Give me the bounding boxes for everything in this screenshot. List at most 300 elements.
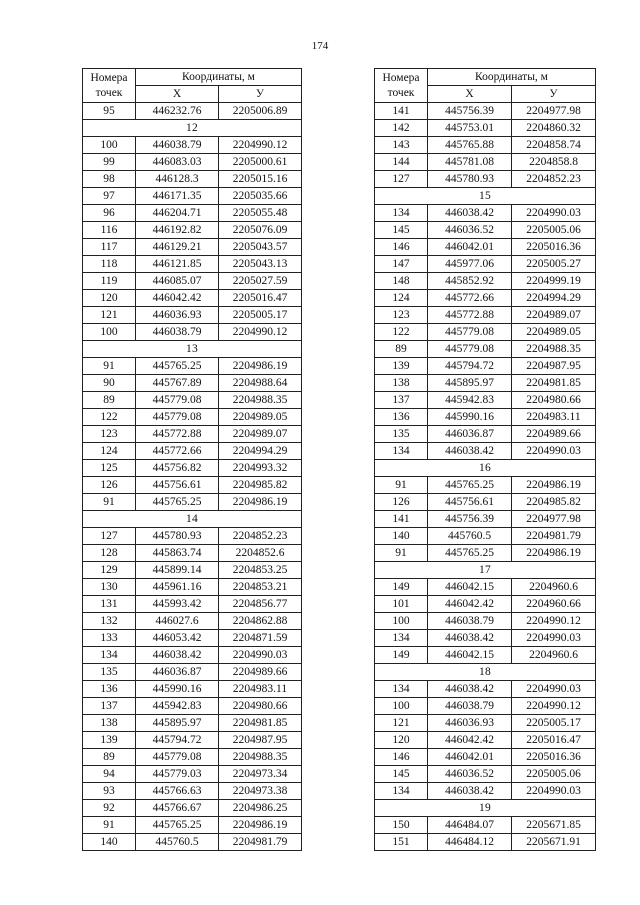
- point-number-cell: 120: [83, 290, 136, 307]
- header-point-number: [375, 69, 428, 103]
- x-coordinate-cell: 445863.74: [136, 545, 219, 562]
- x-coordinate-cell: 446038.42: [136, 647, 219, 664]
- x-coordinate-cell: 445794.72: [428, 358, 512, 375]
- x-coordinate-cell: 445765.25: [136, 494, 219, 511]
- table-row: [83, 273, 302, 290]
- y-coordinate-cell: 2204987.95: [512, 358, 596, 375]
- section-row: [375, 460, 596, 477]
- x-coordinate-cell: 445779.08: [136, 409, 219, 426]
- point-number-cell: 139: [83, 732, 136, 749]
- table-row: [83, 545, 302, 562]
- x-coordinate-cell: 446053.42: [136, 630, 219, 647]
- y-coordinate-cell: 2204989.05: [512, 324, 596, 341]
- x-coordinate-cell: 445772.66: [428, 290, 512, 307]
- y-coordinate-cell: 2204990.03: [512, 630, 596, 647]
- point-number-cell: 140: [83, 834, 136, 851]
- y-coordinate-cell: 2204990.03: [512, 681, 596, 698]
- y-coordinate-cell: 2204983.11: [219, 681, 302, 698]
- table-row: [83, 834, 302, 851]
- x-coordinate-cell: 445899.14: [136, 562, 219, 579]
- point-number-cell: 137: [83, 698, 136, 715]
- table-row: [375, 579, 596, 596]
- point-number-cell: 151: [375, 834, 428, 851]
- y-coordinate-cell: 2205043.13: [219, 256, 302, 273]
- y-coordinate-cell: 2204853.25: [219, 562, 302, 579]
- x-coordinate-cell: 445756.82: [136, 460, 219, 477]
- x-coordinate-cell: 446484.07: [428, 817, 512, 834]
- header-number-line2: точек: [95, 86, 123, 99]
- table-row: [83, 443, 302, 460]
- y-coordinate-cell: 2204852.6: [219, 545, 302, 562]
- point-number-cell: 145: [375, 766, 428, 783]
- point-number-cell: 101: [375, 596, 428, 613]
- table-row: [83, 477, 302, 494]
- point-number-cell: 138: [83, 715, 136, 732]
- table-row: [375, 290, 596, 307]
- point-number-cell: 121: [375, 715, 428, 732]
- header-x: X: [428, 86, 512, 103]
- table-row: [83, 307, 302, 324]
- x-coordinate-cell: 446192.82: [136, 222, 219, 239]
- header-number-line1: Номера: [90, 71, 128, 84]
- table-row: [375, 494, 596, 511]
- point-number-cell: 134: [375, 783, 428, 800]
- x-coordinate-cell: 446042.42: [428, 596, 512, 613]
- y-coordinate-cell: 2204989.05: [219, 409, 302, 426]
- x-coordinate-cell: 445766.67: [136, 800, 219, 817]
- table-row: [375, 443, 596, 460]
- table-row: [83, 324, 302, 341]
- x-coordinate-cell: 445852.92: [428, 273, 512, 290]
- section-row: [375, 562, 596, 579]
- table-row: [375, 239, 596, 256]
- x-coordinate-cell: 445961.16: [136, 579, 219, 596]
- y-coordinate-cell: 2204985.82: [512, 494, 596, 511]
- point-number-cell: 135: [83, 664, 136, 681]
- x-coordinate-cell: 446484.12: [428, 834, 512, 851]
- x-coordinate-cell: 446042.15: [428, 579, 512, 596]
- x-coordinate-cell: 446038.79: [428, 698, 512, 715]
- x-coordinate-cell: 446042.42: [136, 290, 219, 307]
- table-row: [375, 222, 596, 239]
- point-number-cell: 146: [375, 239, 428, 256]
- table-row: [375, 256, 596, 273]
- section-row: [83, 511, 302, 528]
- y-coordinate-cell: 2205005.06: [512, 766, 596, 783]
- point-number-cell: 138: [375, 375, 428, 392]
- point-number-cell: 93: [83, 783, 136, 800]
- y-coordinate-cell: 2205015.16: [219, 171, 302, 188]
- x-coordinate-cell: 445772.88: [428, 307, 512, 324]
- x-coordinate-cell: 445756.39: [428, 103, 512, 120]
- x-coordinate-cell: 446042.42: [428, 732, 512, 749]
- x-coordinate-cell: 446085.07: [136, 273, 219, 290]
- table-row: [83, 103, 302, 120]
- table-row: [83, 239, 302, 256]
- section-number: 18: [375, 664, 596, 681]
- y-coordinate-cell: 2204987.95: [219, 732, 302, 749]
- y-coordinate-cell: 2204986.19: [219, 358, 302, 375]
- table-row: [375, 171, 596, 188]
- table-row: [83, 137, 302, 154]
- table-row: [83, 205, 302, 222]
- table-row: [375, 120, 596, 137]
- x-coordinate-cell: 446128.3: [136, 171, 219, 188]
- y-coordinate-cell: 2205671.91: [512, 834, 596, 851]
- x-coordinate-cell: 445765.25: [136, 358, 219, 375]
- point-number-cell: 133: [83, 630, 136, 647]
- y-coordinate-cell: 2204985.82: [219, 477, 302, 494]
- point-number-cell: 124: [375, 290, 428, 307]
- table-row: [375, 834, 596, 851]
- point-number-cell: 130: [83, 579, 136, 596]
- x-coordinate-cell: 445993.42: [136, 596, 219, 613]
- point-number-cell: 91: [83, 817, 136, 834]
- table-row: [375, 307, 596, 324]
- y-coordinate-cell: 2204981.85: [512, 375, 596, 392]
- table-row: [375, 715, 596, 732]
- point-number-cell: 123: [83, 426, 136, 443]
- section-row: [375, 800, 596, 817]
- point-number-cell: 137: [375, 392, 428, 409]
- x-coordinate-cell: 446083.03: [136, 154, 219, 171]
- table-row: [375, 681, 596, 698]
- x-coordinate-cell: 446129.21: [136, 239, 219, 256]
- x-coordinate-cell: 445990.16: [136, 681, 219, 698]
- y-coordinate-cell: 2205076.09: [219, 222, 302, 239]
- table-row: [83, 596, 302, 613]
- point-number-cell: 116: [83, 222, 136, 239]
- x-coordinate-cell: 446038.42: [428, 443, 512, 460]
- table-row: [375, 273, 596, 290]
- table-row: [83, 171, 302, 188]
- point-number-cell: 143: [375, 137, 428, 154]
- x-coordinate-cell: 445772.88: [136, 426, 219, 443]
- y-coordinate-cell: 2205000.61: [219, 154, 302, 171]
- y-coordinate-cell: 2204858.74: [512, 137, 596, 154]
- x-coordinate-cell: 445779.03: [136, 766, 219, 783]
- y-coordinate-cell: 2205005.17: [219, 307, 302, 324]
- point-number-cell: 91: [83, 358, 136, 375]
- point-number-cell: 140: [375, 528, 428, 545]
- point-number-cell: 100: [375, 698, 428, 715]
- header-x: X: [136, 86, 219, 103]
- x-coordinate-cell: 446036.87: [428, 426, 512, 443]
- table-row: [375, 205, 596, 222]
- x-coordinate-cell: 446042.01: [428, 749, 512, 766]
- point-number-cell: 99: [83, 154, 136, 171]
- point-number-cell: 134: [375, 443, 428, 460]
- coordinates-table-left: [82, 68, 302, 851]
- point-number-cell: 118: [83, 256, 136, 273]
- point-number-cell: 91: [83, 494, 136, 511]
- section-row: [375, 664, 596, 681]
- y-coordinate-cell: 2204986.25: [219, 800, 302, 817]
- x-coordinate-cell: 446038.42: [428, 630, 512, 647]
- section-number: 16: [375, 460, 596, 477]
- x-coordinate-cell: 445942.83: [428, 392, 512, 409]
- x-coordinate-cell: 446038.79: [136, 324, 219, 341]
- table-row: [83, 375, 302, 392]
- y-coordinate-cell: 2205016.47: [512, 732, 596, 749]
- x-coordinate-cell: 445942.83: [136, 698, 219, 715]
- x-coordinate-cell: 445895.97: [136, 715, 219, 732]
- y-coordinate-cell: 2205671.85: [512, 817, 596, 834]
- y-coordinate-cell: 2204988.64: [219, 375, 302, 392]
- header-number-line2: точек: [387, 86, 415, 99]
- table-body-left: [83, 103, 302, 851]
- point-number-cell: 89: [83, 749, 136, 766]
- table-row: [83, 817, 302, 834]
- point-number-cell: 129: [83, 562, 136, 579]
- y-coordinate-cell: 2205055.48: [219, 205, 302, 222]
- x-coordinate-cell: 445781.08: [428, 154, 512, 171]
- x-coordinate-cell: 446036.93: [428, 715, 512, 732]
- x-coordinate-cell: 446038.42: [428, 783, 512, 800]
- table-row: [375, 375, 596, 392]
- y-coordinate-cell: 2204986.19: [512, 477, 596, 494]
- y-coordinate-cell: 2205006.89: [219, 103, 302, 120]
- y-coordinate-cell: 2204988.35: [219, 749, 302, 766]
- point-number-cell: 134: [375, 205, 428, 222]
- table-row: [83, 715, 302, 732]
- table-row: [83, 358, 302, 375]
- table-row: [83, 409, 302, 426]
- y-coordinate-cell: 2204988.35: [219, 392, 302, 409]
- y-coordinate-cell: 2204986.19: [219, 494, 302, 511]
- x-coordinate-cell: 445765.88: [428, 137, 512, 154]
- y-coordinate-cell: 2204988.35: [512, 341, 596, 358]
- section-number: 12: [83, 120, 302, 137]
- header-point-number: [83, 69, 136, 103]
- table-row: [83, 613, 302, 630]
- y-coordinate-cell: 2204973.34: [219, 766, 302, 783]
- x-coordinate-cell: 446036.93: [136, 307, 219, 324]
- y-coordinate-cell: 2204981.79: [219, 834, 302, 851]
- header-number-line1: Номера: [382, 71, 420, 84]
- point-number-cell: 95: [83, 103, 136, 120]
- point-number-cell: 126: [83, 477, 136, 494]
- table-row: [375, 528, 596, 545]
- x-coordinate-cell: 445780.93: [136, 528, 219, 545]
- x-coordinate-cell: 446204.71: [136, 205, 219, 222]
- y-coordinate-cell: 2205035.66: [219, 188, 302, 205]
- y-coordinate-cell: 2204960.6: [512, 579, 596, 596]
- table-row: [83, 460, 302, 477]
- point-number-cell: 141: [375, 103, 428, 120]
- point-number-cell: 100: [83, 324, 136, 341]
- page-number: 174: [311, 40, 329, 52]
- y-coordinate-cell: 2204977.98: [512, 511, 596, 528]
- table-row: [375, 630, 596, 647]
- x-coordinate-cell: 445766.63: [136, 783, 219, 800]
- x-coordinate-cell: 445756.61: [428, 494, 512, 511]
- table-row: [375, 154, 596, 171]
- y-coordinate-cell: 2204994.29: [512, 290, 596, 307]
- table-row: [375, 511, 596, 528]
- table-row: [83, 664, 302, 681]
- table-row: [375, 545, 596, 562]
- y-coordinate-cell: 2204990.12: [219, 324, 302, 341]
- y-coordinate-cell: 2204994.29: [219, 443, 302, 460]
- x-coordinate-cell: 445756.39: [428, 511, 512, 528]
- section-number: 14: [83, 511, 302, 528]
- point-number-cell: 96: [83, 205, 136, 222]
- y-coordinate-cell: 2205005.27: [512, 256, 596, 273]
- y-coordinate-cell: 2204999.19: [512, 273, 596, 290]
- point-number-cell: 125: [83, 460, 136, 477]
- y-coordinate-cell: 2204983.11: [512, 409, 596, 426]
- x-coordinate-cell: 445772.66: [136, 443, 219, 460]
- table-row: [375, 783, 596, 800]
- y-coordinate-cell: 2204852.23: [512, 171, 596, 188]
- table-row: [83, 426, 302, 443]
- table-row: [83, 290, 302, 307]
- section-row: [83, 120, 302, 137]
- y-coordinate-cell: 2204989.07: [219, 426, 302, 443]
- table-row: [83, 562, 302, 579]
- y-coordinate-cell: 2204960.6: [512, 647, 596, 664]
- table-row: [375, 766, 596, 783]
- table-row: [83, 528, 302, 545]
- x-coordinate-cell: 446121.85: [136, 256, 219, 273]
- x-coordinate-cell: 445990.16: [428, 409, 512, 426]
- point-number-cell: 127: [83, 528, 136, 545]
- section-number: 15: [375, 188, 596, 205]
- table-row: [375, 341, 596, 358]
- x-coordinate-cell: 445779.08: [136, 392, 219, 409]
- point-number-cell: 92: [83, 800, 136, 817]
- y-coordinate-cell: 2205005.17: [512, 715, 596, 732]
- table-body-right: [375, 103, 596, 851]
- x-coordinate-cell: 446038.42: [428, 681, 512, 698]
- point-number-cell: 89: [83, 392, 136, 409]
- y-coordinate-cell: 2204862.88: [219, 613, 302, 630]
- x-coordinate-cell: 445760.5: [136, 834, 219, 851]
- y-coordinate-cell: 2204989.66: [512, 426, 596, 443]
- table-row: [83, 392, 302, 409]
- point-number-cell: 144: [375, 154, 428, 171]
- table-row: [375, 732, 596, 749]
- point-number-cell: 124: [83, 443, 136, 460]
- table-row: [83, 749, 302, 766]
- point-number-cell: 91: [375, 477, 428, 494]
- point-number-cell: 123: [375, 307, 428, 324]
- point-number-cell: 127: [375, 171, 428, 188]
- table-row: [83, 494, 302, 511]
- point-number-cell: 117: [83, 239, 136, 256]
- point-number-cell: 91: [375, 545, 428, 562]
- table-row: [83, 647, 302, 664]
- y-coordinate-cell: 2205016.47: [219, 290, 302, 307]
- x-coordinate-cell: 445779.08: [428, 341, 512, 358]
- y-coordinate-cell: 2204986.19: [512, 545, 596, 562]
- y-coordinate-cell: 2204981.79: [512, 528, 596, 545]
- table-row: [83, 783, 302, 800]
- point-number-cell: 149: [375, 579, 428, 596]
- table-row: [375, 596, 596, 613]
- x-coordinate-cell: 446036.52: [428, 222, 512, 239]
- table-row: [83, 256, 302, 273]
- x-coordinate-cell: 446038.79: [428, 613, 512, 630]
- point-number-cell: 135: [375, 426, 428, 443]
- point-number-cell: 97: [83, 188, 136, 205]
- x-coordinate-cell: 445779.08: [428, 324, 512, 341]
- table-row: [375, 409, 596, 426]
- y-coordinate-cell: 2204981.85: [219, 715, 302, 732]
- y-coordinate-cell: 2204990.12: [512, 698, 596, 715]
- x-coordinate-cell: 446171.35: [136, 188, 219, 205]
- point-number-cell: 142: [375, 120, 428, 137]
- point-number-cell: 128: [83, 545, 136, 562]
- x-coordinate-cell: 446042.15: [428, 647, 512, 664]
- x-coordinate-cell: 445780.93: [428, 171, 512, 188]
- section-number: 19: [375, 800, 596, 817]
- table-row: [375, 358, 596, 375]
- point-number-cell: 94: [83, 766, 136, 783]
- header-y: У: [219, 86, 302, 103]
- coordinates-table-right: [374, 68, 596, 851]
- table-row: [375, 749, 596, 766]
- section-row: [83, 341, 302, 358]
- point-number-cell: 149: [375, 647, 428, 664]
- header-y: У: [512, 86, 596, 103]
- table-row: [83, 222, 302, 239]
- table-row: [83, 188, 302, 205]
- table-row: [375, 324, 596, 341]
- table-row: [375, 426, 596, 443]
- x-coordinate-cell: 445753.01: [428, 120, 512, 137]
- y-coordinate-cell: 2204986.19: [219, 817, 302, 834]
- point-number-cell: 89: [375, 341, 428, 358]
- x-coordinate-cell: 445794.72: [136, 732, 219, 749]
- table-row: [375, 137, 596, 154]
- y-coordinate-cell: 2204977.98: [512, 103, 596, 120]
- y-coordinate-cell: 2204989.66: [219, 664, 302, 681]
- x-coordinate-cell: 445767.89: [136, 375, 219, 392]
- point-number-cell: 136: [83, 681, 136, 698]
- table-row: [83, 800, 302, 817]
- y-coordinate-cell: 2205043.57: [219, 239, 302, 256]
- section-number: 17: [375, 562, 596, 579]
- point-number-cell: 134: [375, 630, 428, 647]
- x-coordinate-cell: 446038.42: [428, 205, 512, 222]
- point-number-cell: 126: [375, 494, 428, 511]
- x-coordinate-cell: 445765.25: [428, 477, 512, 494]
- point-number-cell: 132: [83, 613, 136, 630]
- y-coordinate-cell: 2204858.8: [512, 154, 596, 171]
- point-number-cell: 121: [83, 307, 136, 324]
- point-number-cell: 100: [375, 613, 428, 630]
- y-coordinate-cell: 2204860.32: [512, 120, 596, 137]
- table-row: [83, 698, 302, 715]
- table-row: [83, 579, 302, 596]
- point-number-cell: 139: [375, 358, 428, 375]
- table-row: [375, 817, 596, 834]
- table-row: [83, 732, 302, 749]
- point-number-cell: 122: [375, 324, 428, 341]
- x-coordinate-cell: 446038.79: [136, 137, 219, 154]
- point-number-cell: 120: [375, 732, 428, 749]
- point-number-cell: 145: [375, 222, 428, 239]
- table-row: [83, 154, 302, 171]
- y-coordinate-cell: 2204871.59: [219, 630, 302, 647]
- y-coordinate-cell: 2204990.12: [219, 137, 302, 154]
- x-coordinate-cell: 445779.08: [136, 749, 219, 766]
- header-coordinates: Координаты, м: [136, 69, 302, 86]
- y-coordinate-cell: 2205016.36: [512, 749, 596, 766]
- point-number-cell: 131: [83, 596, 136, 613]
